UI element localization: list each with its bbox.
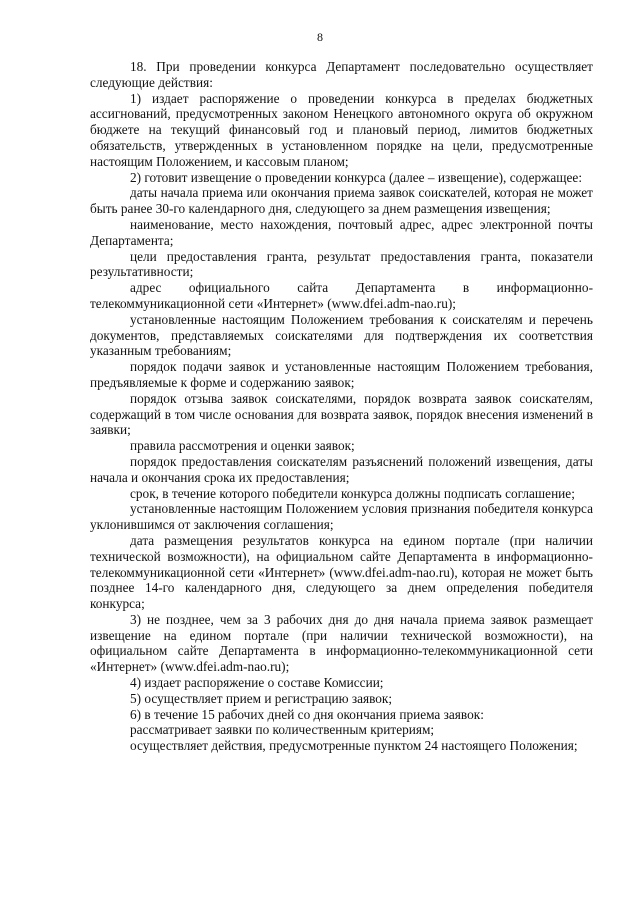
- paragraph-item-1: 1) издает распоряжение о проведении конкурса в пределах бюджетных ассигнований, предусмотренных законом Ненецкого автономного округа об окружном бюджете на текущий финансовый год и плановый период, лимитов бюджетных обязательств, утвержденных в установленном порядке на цели, предусмотренные настоящим Положением, и кассовым планом;: [90, 90, 593, 169]
- paragraph-notice-clarifications: порядок предоставления соискателям разъяснений положений извещения, даты начала и окончания срока их предоставления;: [90, 453, 593, 485]
- paragraph-notice-department-contacts: наименование, место нахождения, почтовый адрес, адрес электронной почты Департамента;: [90, 216, 593, 248]
- paragraph-notice-withdrawal-order: порядок отзыва заявок соискателями, порядок возврата заявок соискателям, содержащий в том числе основания для возврата заявок, порядок внесения изменений в заявки;: [90, 390, 593, 438]
- paragraph-notice-submission-order: порядок подачи заявок и установленные настоящим Положением требования, предъявляемые к форме и содержанию заявок;: [90, 359, 593, 390]
- paragraph-item-3: 3) не позднее, чем за 3 рабочих дня до дня начала приема заявок размещает извещение на едином портале (при наличии технической возможности), на официальном сайте Департамента в информационно-телекоммуникационной сети «Интернет» (www.dfei.adm-nao.ru);: [90, 611, 593, 675]
- paragraph-notice-website: адрес официального сайта Департамента в информационно-телекоммуникационной сети «Интернет» (www.dfei.adm-nao.ru);: [90, 280, 593, 311]
- paragraph-item-2: 2) готовит извещение о проведении конкурса (далее – извещение), содержащее:: [130, 169, 583, 185]
- paragraph-notice-dates: даты начала приема или окончания приема заявок соискателей, которая не может быть ранее 30-го календарного дня, следующего за днем размещения извещения;: [90, 185, 593, 217]
- paragraph-notice-requirements: установленные настоящим Положением требования к соискателям и перечень документов, представляемых соискателями для подтверждения их соответствия указанным требованиям;: [90, 311, 593, 359]
- paragraph-notice-results-date: дата размещения результатов конкурса на едином портале (при наличии технической возможности), на официальном сайте Департамента в информационно-телекоммуникационной сети «Интернет» (www.dfei.adm-nao.ru), которая не может быть позднее 14-го календарного дня, следующего за днем определения победителя конкурса;: [90, 532, 593, 612]
- page-number: 8: [317, 30, 323, 44]
- paragraph-item-6: 6) в течение 15 рабочих дней со дня окончания приема заявок:: [130, 706, 484, 722]
- paragraph-notice-signing-term: срок, в течение которого победители конкурса должны подписать соглашение;: [130, 485, 575, 501]
- paragraph-item-6-review: рассматривает заявки по количественным критериям;: [130, 722, 435, 738]
- paragraph-notice-evaluation-rules: правила рассмотрения и оценки заявок;: [130, 438, 355, 454]
- paragraph-item-4: 4) издает распоряжение о составе Комиссии;: [130, 675, 384, 691]
- paragraph-item-6-actions: осуществляет действия, предусмотренные пунктом 24 настоящего Положения;: [130, 738, 578, 754]
- paragraph-18-intro: 18. При проведении конкурса Департамент последовательно осуществляет следующие действия:: [90, 59, 593, 90]
- paragraph-notice-evasion-conditions: установленные настоящим Положением условия признания победителя конкурса уклонившимся от заключения соглашения;: [90, 501, 593, 533]
- paragraph-item-5: 5) осуществляет прием и регистрацию заявок;: [130, 690, 393, 706]
- document-body: [90, 59, 593, 754]
- paragraph-notice-grant-goals: цели предоставления гранта, результат предоставления гранта, показатели результативности;: [90, 248, 593, 280]
